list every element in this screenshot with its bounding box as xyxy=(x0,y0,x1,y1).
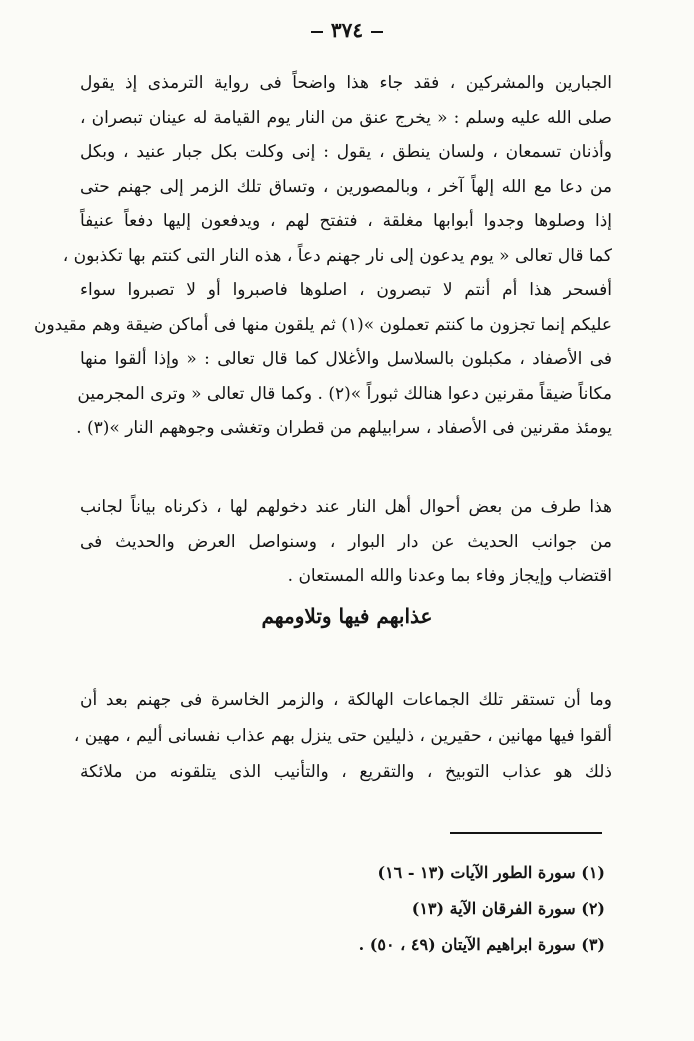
text-line: الجبارين والمشركين ، فقد جاء هذا واضحاً فى رواية الترمذى إذ يقول xyxy=(80,73,612,93)
dash-right xyxy=(311,31,323,33)
text-line: إذا وصلوها وجدوا أبوابها مغلقة ، فتفتح لهم ، ويدفعون إليها دفعاً عنيفاً xyxy=(80,211,612,231)
text-line: اقتضاب وإيجاز وفاء بما وعدنا والله المستعان . xyxy=(287,566,612,586)
text-line: وأذنان تسمعان ، ولسان ينطق ، يقول : إنى وكلت بكل جبار عنيد ، وبكل xyxy=(80,142,612,162)
footnote-divider xyxy=(450,832,602,834)
paragraph-3 xyxy=(73,682,612,790)
dash-left xyxy=(371,31,383,33)
text-line: من جوانب الحديث عن دار البوار ، وسنواصل العرض والحديث فى xyxy=(80,531,612,552)
text-line: هذا طرف من بعض أحوال أهل النار عند دخولهم لها ، ذكرناه بياناً لجانب xyxy=(80,497,612,517)
text-line: ذلك هو عذاب التوبيخ ، والتقريع ، والتأنيب الذى يتلقونه من ملائكة xyxy=(80,762,612,782)
text-line: ألقوا فيها مهانين ، حقيرين ، ذليلين حتى ينزل بهم عذاب نفسانى أليم ، مهين ، xyxy=(73,726,612,746)
page-number: ٣٧٤ xyxy=(330,18,364,42)
footnote-3: (٣) سورة ابراهيم الآيتان (٤٩ ، ٥٠) . xyxy=(358,935,605,954)
page-number-header xyxy=(0,18,694,42)
section-heading: عذابهم فيها وتلاومهم xyxy=(261,604,433,628)
paragraph-1 xyxy=(33,66,612,446)
text-line: صلى الله عليه وسلم : « يخرج عنق من النار يوم القيامة له عينان تبصران ، xyxy=(80,107,612,128)
footnote-1: (١) سورة الطور الآيات (١٣ - ١٦) xyxy=(377,863,605,882)
text-line: عليكم إنما تجزون ما كنتم تعملون »(١) ثم يلقون منها فى أماكن ضيقة وهم مقيدون xyxy=(33,314,612,335)
text-line: مكاناً ضيقاً مقرنين دعوا هنالك ثبوراً »(٢) . وكما قال تعالى « وترى المجرمين xyxy=(77,383,612,404)
text-line: يومئذ مقرنين فى الأصفاد ، سرابيلهم من قطران وتغشى وجوههم النار »(٣) . xyxy=(76,418,612,438)
footnotes xyxy=(220,855,605,963)
text-line: من دعا مع الله إلهاً آخر ، وبالمصورين ، وتساق تلك الزمر إلى جهنم حتى xyxy=(80,176,612,197)
paragraph-2 xyxy=(80,490,612,594)
footnote-2: (٢) سورة الفرقان الآية (١٣) xyxy=(411,899,605,918)
text-line: فى الأصفاد ، مكبلون بالسلاسل والأغلال كما قال تعالى : « وإذا ألقوا منها xyxy=(80,349,612,369)
text-line: أفسحر هذا أم أنتم لا تبصرون ، اصلوها فاصبروا أو لا تصبروا سواء xyxy=(80,280,612,300)
text-line: وما أن تستقر تلك الجماعات الهالكة ، والزمر الخاسرة فى جهنم بعد أن xyxy=(80,690,612,710)
text-line: كما قال تعالى « يوم يدعون إلى نار جهنم دعاً ، هذه النار التى كنتم بها تكذبون ، xyxy=(62,245,612,266)
